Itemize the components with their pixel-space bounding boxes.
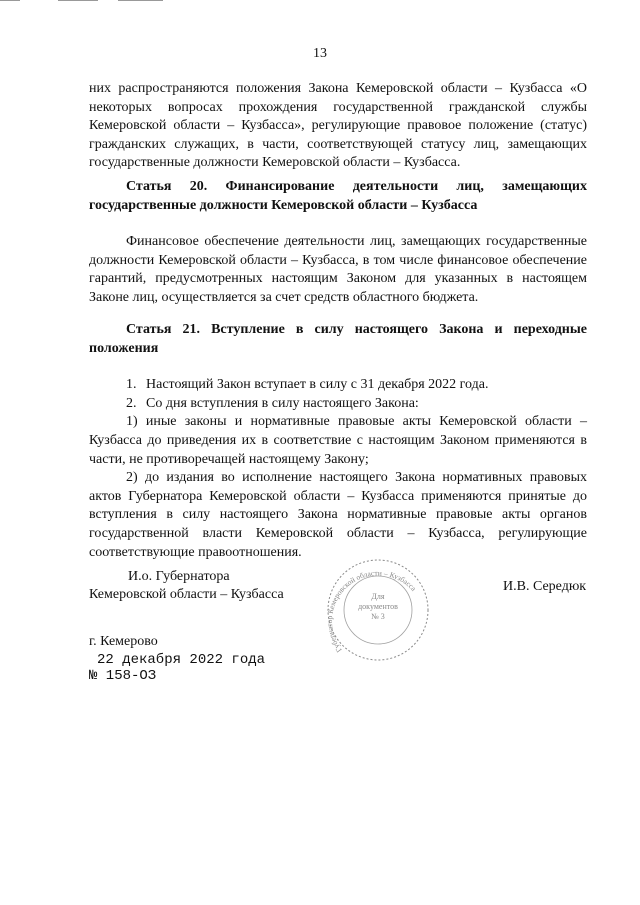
intro-paragraph: них распространяются положения Закона Кемеровской области – Кузбасса «О некоторых вопросах прохождения государственной гражданской службы Кемеровской области – Кузбасса», регулирующие правовое положение (статус) гражданских служащих, в части, соответствующей статусу лиц, замещающих государственные должности Кемеровской области – Кузбасса. xyxy=(89,81,587,171)
scan-mark xyxy=(118,0,163,1)
signatory-name: И.В. Середюк xyxy=(503,579,587,594)
article-20-body: Финансовое обеспечение деятельности лиц, замещающих государственные должности Кемеровской области – Кузбасса, в том числе финансовое обеспечение гарантий, предусмотренных настоящим Законом для указанных в настоящем Законе лиц, осуществляется за счет средств областного бюджета. xyxy=(89,234,587,305)
seal-center-line3: № 3 xyxy=(371,612,385,621)
footer-city: г. Кемерово xyxy=(89,634,158,649)
article-21-item-1: 1. Настоящий Закон вступает в силу с 31 декабря 2022 года. xyxy=(126,377,489,393)
scan-mark xyxy=(58,0,98,1)
article-21-sub-2: 2) до издания во исполнение настоящего Закона нормативных правовых актов Губернатора Кемеровской области – Кузбасса применяются принятые до вступления в силу настоящего Закона нормативные правовые акты органов государственной власти Кемеровской области – Кузбасса, регулирующие соответствующие правоотношения. xyxy=(89,470,587,560)
seal-center-line2: документов xyxy=(358,602,398,611)
article-20 xyxy=(89,178,587,308)
seal-ring-text: Губернатор Кемеровской области – Кузбасса xyxy=(324,568,419,655)
footer-date: 22 декабря 2022 года xyxy=(97,652,266,668)
seal-center-line1: Для xyxy=(371,592,385,601)
signatory-title-line1: И.о. Губернатора xyxy=(128,569,230,584)
article-21 xyxy=(89,321,587,562)
article-21-sub-1: 1) иные законы и нормативные правовые акты Кемеровской области – Кузбасса до приведения их в соответствие с настоящим Законом применяются в части, не противоречащей настоящему Закону; xyxy=(89,414,587,467)
signatory-title-line2: Кемеровской области – Кузбасса xyxy=(89,587,284,602)
page-number: 13 xyxy=(313,46,327,61)
official-seal xyxy=(318,555,438,665)
scan-mark xyxy=(0,0,20,1)
article-21-heading: Статья 21. Вступление в силу настоящего Закона и переходные положения xyxy=(89,322,587,356)
footer-number: № 158-ОЗ xyxy=(89,668,157,684)
article-21-item-2: 2. Со дня вступления в силу настоящего Закона: xyxy=(126,395,419,411)
article-20-heading: Статья 20. Финансирование деятельности лиц, замещающих государственные должности Кемеровской области – Кузбасса xyxy=(89,179,587,213)
intro-paragraph-block xyxy=(89,80,587,173)
